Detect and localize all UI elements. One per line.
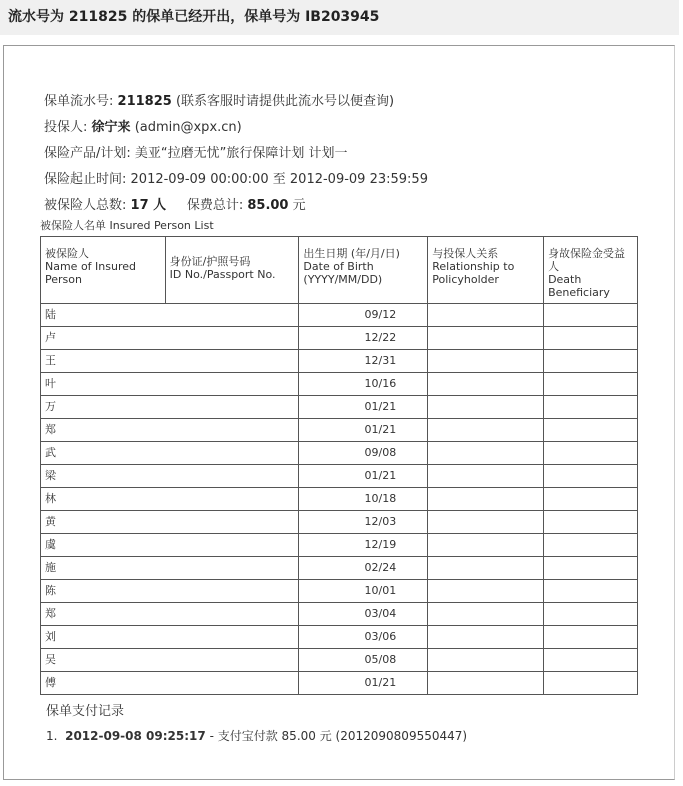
- beneficiary-cell: [544, 488, 638, 511]
- dob-cell: 01/21: [299, 465, 428, 488]
- column-header: [41, 237, 166, 304]
- column-header: [165, 237, 299, 304]
- id-cell: [165, 488, 299, 511]
- dob-cell: 01/21: [299, 672, 428, 695]
- table-row: [41, 373, 638, 396]
- beneficiary-cell: [544, 350, 638, 373]
- relationship-cell: [428, 373, 544, 396]
- beneficiary-cell: [544, 626, 638, 649]
- holder-email: (admin@xpx.cn): [134, 120, 242, 135]
- payment-num: 1.: [46, 729, 58, 743]
- header-cn: 被保险人: [45, 247, 89, 260]
- header-en: Name of Insured Person: [45, 260, 136, 286]
- header-cn: 身故保险金受益人: [548, 247, 626, 273]
- period-end: 2012-09-09 23:59:59: [289, 172, 428, 187]
- name-cell: 陆: [41, 304, 166, 327]
- insured-list-title: 被保险人名单 Insured Person List: [40, 219, 214, 232]
- holder-name: 徐宁来: [91, 120, 131, 135]
- id-cell: [165, 304, 299, 327]
- header-en: Death Beneficiary: [548, 273, 610, 299]
- dob-cell: 01/21: [299, 419, 428, 442]
- name-cell: 叶: [41, 373, 166, 396]
- id-cell: [165, 580, 299, 603]
- payment-time: 2012-09-08 09:25:17: [65, 729, 206, 743]
- name-cell: 万: [41, 396, 166, 419]
- id-cell: [165, 534, 299, 557]
- id-cell: [165, 649, 299, 672]
- period-start: 2012-09-09 00:00:00: [130, 172, 269, 187]
- header-cn: 出生日期 (年/月/日): [303, 247, 400, 260]
- dob-cell: 12/03: [299, 511, 428, 534]
- name-cell: 刘: [41, 626, 166, 649]
- header-cn: 与投保人关系: [432, 247, 499, 260]
- product-label: 保险产品/计划:: [44, 146, 131, 161]
- relationship-cell: [428, 534, 544, 557]
- table-row: [41, 350, 638, 373]
- relationship-cell: [428, 442, 544, 465]
- serial-note: (联系客服时请提供此流水号以便查询): [175, 94, 395, 109]
- dob-cell: 02/24: [299, 557, 428, 580]
- dob-cell: 12/19: [299, 534, 428, 557]
- header-en: ID No./Passport No.: [169, 268, 276, 281]
- name-cell: 王: [41, 350, 166, 373]
- name-cell: 陈: [41, 580, 166, 603]
- beneficiary-cell: [544, 465, 638, 488]
- name-cell: 傅: [41, 672, 166, 695]
- dob-cell: 03/06: [299, 626, 428, 649]
- column-header: [428, 237, 544, 304]
- name-cell: 虞: [41, 534, 166, 557]
- table-row: [41, 580, 638, 603]
- beneficiary-cell: [544, 580, 638, 603]
- payment-txn: (2012090809550447): [335, 729, 468, 743]
- premium-unit: 元: [292, 198, 306, 213]
- table-row: [41, 442, 638, 465]
- relationship-cell: [428, 649, 544, 672]
- product-line: [44, 142, 348, 161]
- id-cell: [165, 672, 299, 695]
- column-header: [544, 237, 638, 304]
- relationship-cell: [428, 327, 544, 350]
- beneficiary-cell: [544, 649, 638, 672]
- dob-cell: 05/08: [299, 649, 428, 672]
- id-cell: [165, 557, 299, 580]
- table-row: [41, 557, 638, 580]
- table-row: [41, 626, 638, 649]
- id-cell: [165, 350, 299, 373]
- id-cell: [165, 603, 299, 626]
- id-cell: [165, 327, 299, 350]
- table-row: [41, 488, 638, 511]
- id-cell: [165, 465, 299, 488]
- id-cell: [165, 373, 299, 396]
- table-row: [41, 465, 638, 488]
- beneficiary-cell: [544, 557, 638, 580]
- name-cell: 黄: [41, 511, 166, 534]
- holder-label: 投保人:: [44, 120, 88, 135]
- name-cell: 梁: [41, 465, 166, 488]
- id-cell: [165, 511, 299, 534]
- dob-cell: 09/12: [299, 304, 428, 327]
- relationship-cell: [428, 488, 544, 511]
- name-cell: 林: [41, 488, 166, 511]
- payment-method: - 支付宝付款: [209, 729, 278, 743]
- table-row: [41, 327, 638, 350]
- beneficiary-cell: [544, 672, 638, 695]
- period-line: [44, 168, 428, 187]
- table-row: [41, 603, 638, 626]
- table-row: [41, 649, 638, 672]
- relationship-cell: [428, 396, 544, 419]
- table-row: [41, 672, 638, 695]
- name-cell: 施: [41, 557, 166, 580]
- premium-label: 保费总计:: [186, 198, 244, 213]
- table-row: [41, 304, 638, 327]
- column-header: [299, 237, 428, 304]
- dob-cell: 10/01: [299, 580, 428, 603]
- dob-cell: 10/16: [299, 373, 428, 396]
- count-line: [44, 194, 306, 213]
- premium-total: 85.00: [247, 198, 289, 213]
- beneficiary-cell: [544, 373, 638, 396]
- period-sep: 至: [272, 172, 286, 187]
- id-cell: [165, 626, 299, 649]
- table-row: [41, 396, 638, 419]
- name-cell: 武: [41, 442, 166, 465]
- beneficiary-cell: [544, 603, 638, 626]
- table-row: [41, 511, 638, 534]
- relationship-cell: [428, 580, 544, 603]
- beneficiary-cell: [544, 419, 638, 442]
- relationship-cell: [428, 603, 544, 626]
- beneficiary-cell: [544, 327, 638, 350]
- insured-count: 17 人: [130, 198, 167, 213]
- dob-cell: 01/21: [299, 396, 428, 419]
- relationship-cell: [428, 511, 544, 534]
- count-label: 被保险人总数:: [44, 198, 127, 213]
- dob-cell: 03/04: [299, 603, 428, 626]
- name-cell: 卢: [41, 327, 166, 350]
- relationship-cell: [428, 672, 544, 695]
- name-cell: 郑: [41, 603, 166, 626]
- payment-title: 保单支付记录: [46, 704, 125, 719]
- relationship-cell: [428, 465, 544, 488]
- beneficiary-cell: [544, 442, 638, 465]
- beneficiary-cell: [544, 304, 638, 327]
- serial-number: 211825: [117, 94, 172, 109]
- holder-line: [44, 116, 242, 135]
- relationship-cell: [428, 626, 544, 649]
- relationship-cell: [428, 419, 544, 442]
- serial-label: 保单流水号:: [44, 94, 114, 109]
- beneficiary-cell: [544, 534, 638, 557]
- relationship-cell: [428, 557, 544, 580]
- product-name: 美亚“拉磨无忧”旅行保障计划 计划一: [134, 146, 348, 161]
- relationship-cell: [428, 350, 544, 373]
- payment-amount: 85.00 元: [281, 729, 332, 743]
- table-row: [41, 419, 638, 442]
- header-en: Date of Birth (YYYY/MM/DD): [303, 260, 383, 286]
- dob-cell: 09/08: [299, 442, 428, 465]
- header-cn: 身份证/护照号码: [169, 255, 251, 268]
- table-row: [41, 534, 638, 557]
- name-cell: 吴: [41, 649, 166, 672]
- payment-item: [46, 727, 467, 744]
- dob-cell: 12/22: [299, 327, 428, 350]
- relationship-cell: [428, 304, 544, 327]
- id-cell: [165, 442, 299, 465]
- beneficiary-cell: [544, 396, 638, 419]
- serial-line: [44, 90, 394, 109]
- dob-cell: 10/18: [299, 488, 428, 511]
- id-cell: [165, 419, 299, 442]
- page-title: 流水号为 211825 的保单已经开出，保单号为 IB203945: [0, 0, 679, 35]
- id-cell: [165, 396, 299, 419]
- beneficiary-cell: [544, 511, 638, 534]
- period-label: 保险起止时间:: [44, 172, 127, 187]
- name-cell: 郑: [41, 419, 166, 442]
- header-en: Relationship to Policyholder: [432, 260, 515, 286]
- insured-table: [40, 236, 638, 695]
- dob-cell: 12/31: [299, 350, 428, 373]
